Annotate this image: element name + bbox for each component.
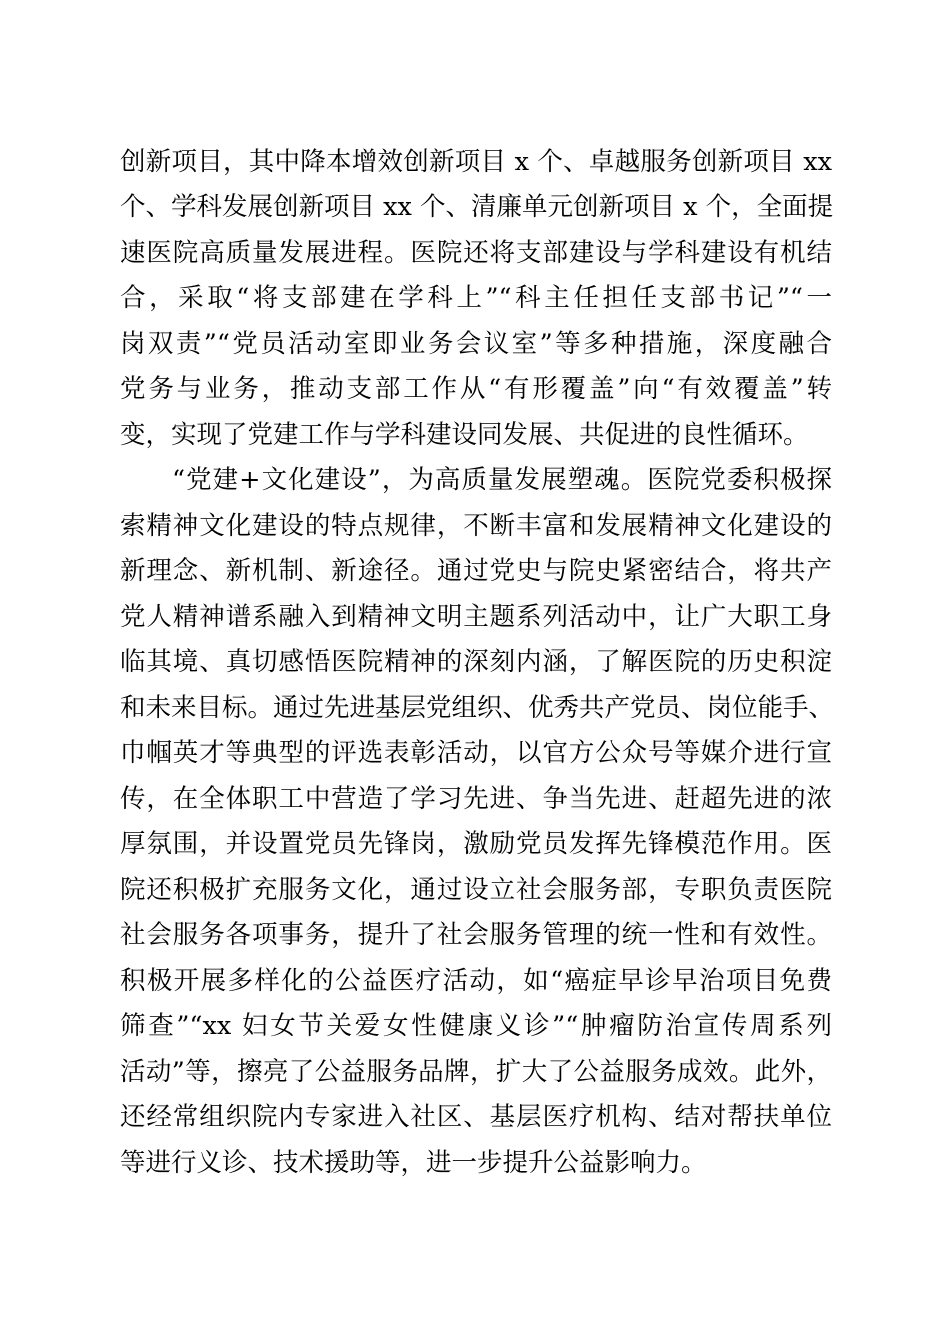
text-line: 变，实现了党建工作与学科建设同发展、共促进的良性循环。 xyxy=(120,420,809,450)
text-line: 等进行义诊、技术援助等，进一步提升公益影响力。 xyxy=(120,1148,707,1178)
text-line: 党人精神谱系融入到精神文明主题系列活动中，让广大职工身 xyxy=(120,602,832,632)
text-line: 岗双责”“党员活动室即业务会议室”等多种措施，深度融合 xyxy=(120,329,832,359)
text-line: 社会服务各项事务，提升了社会服务管理的统一性和有效性。 xyxy=(120,920,832,950)
text-line: 速医院高质量发展进程。医院还将支部建设与学科建设有机结 xyxy=(120,238,832,268)
text-line: 还经常组织院内专家进入社区、基层医疗机构、结对帮扶单位 xyxy=(120,1102,832,1132)
text-line: 个、学科发展创新项目 xx 个、清廉单元创新项目 x 个，全面提 xyxy=(120,192,834,222)
paragraph-first-line: “党建+文化建设”，为高质量发展塑魂。医院党委积极探 xyxy=(172,465,832,495)
text-line: 活动”等，擦亮了公益服务品牌，扩大了公益服务成效。此外， xyxy=(120,1057,832,1087)
text-line: 传，在全体职工中营造了学习先进、争当先进、赶超先进的浓 xyxy=(120,784,832,814)
text-line: 院还积极扩充服务文化，通过设立社会服务部，专职负责医院 xyxy=(120,875,832,905)
text-line: 创新项目，其中降本增效创新项目 x 个、卓越服务创新项目 xx xyxy=(120,147,832,177)
text-line: 巾帼英才等典型的评选表彰活动，以官方公众号等媒介进行宣 xyxy=(120,738,832,768)
text-line: 党务与业务，推动支部工作从“有形覆盖”向“有效覆盖”转 xyxy=(120,374,832,404)
text-line: 合，采取“将支部建在学科上”“科主任担任支部书记”“一 xyxy=(120,283,832,313)
text-line: 索精神文化建设的特点规律，不断丰富和发展精神文化建设的 xyxy=(120,511,832,541)
text-line: 筛查”“xx 妇女节关爱女性健康义诊”“肿瘤防治宣传周系列 xyxy=(120,1011,832,1041)
text-line: 临其境、真切感悟医院精神的深刻内涵，了解医院的历史积淀 xyxy=(120,647,832,677)
text-line: 和未来目标。通过先进基层党组织、优秀共产党员、岗位能手、 xyxy=(120,693,835,723)
text-line: 积极开展多样化的公益医疗活动，如“癌症早诊早治项目免费 xyxy=(120,966,832,996)
text-line: 新理念、新机制、新途径。通过党史与院史紧密结合，将共产 xyxy=(120,556,832,586)
text-line: 厚氛围，并设置党员先锋岗，激励党员发挥先锋模范作用。医 xyxy=(120,829,832,859)
